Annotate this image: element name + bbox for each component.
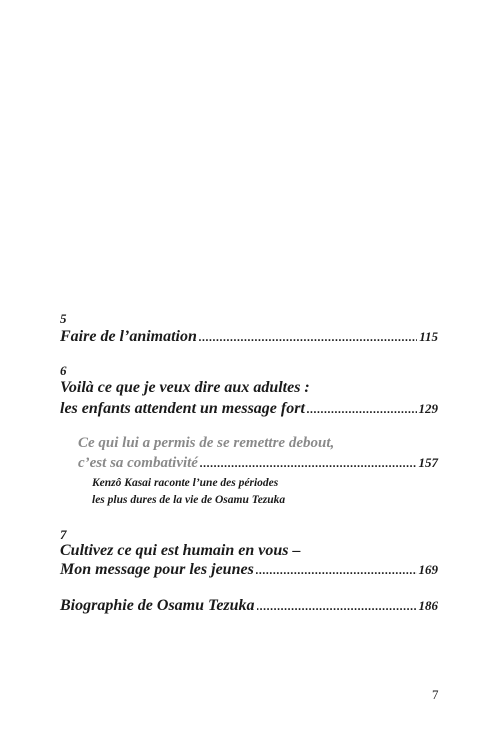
toc-sub-title-line1: Ce qui lui a permis de se remettre debout,: [78, 435, 335, 451]
dot-leader: [199, 330, 417, 345]
toc-entry-title: les enfants attendent un message fort: [60, 400, 305, 417]
toc-entry-title: Mon message pour les jeunes: [60, 561, 254, 578]
toc-entry-title: c’est sa combativité: [78, 455, 198, 471]
toc-chapter-7-title-line1: Cultivez ce qui est humain en vous –: [60, 542, 301, 559]
toc-entry-page: 157: [418, 455, 438, 470]
toc-sub-entry: [78, 455, 438, 472]
toc-entry-page: 129: [418, 401, 438, 416]
toc-entry-page: 186: [418, 598, 438, 613]
toc-entry-title: Biographie de Osamu Tezuka: [60, 597, 255, 614]
toc-entry-chapter-5: [60, 328, 438, 346]
dot-leader: [200, 456, 417, 471]
dot-leader: [307, 402, 417, 417]
dot-leader: [257, 599, 417, 614]
toc-entry-chapter-7: [60, 561, 438, 579]
dot-leader: [256, 563, 417, 578]
toc-chapter-5-number: 5: [60, 311, 67, 326]
toc-entry-chapter-6: [60, 400, 438, 418]
toc-chapter-7-number: 7: [60, 527, 67, 542]
toc-sub-note-line1: Kenzô Kasai raconte l’une des périodes: [92, 477, 279, 489]
page-number: 7: [432, 687, 439, 702]
toc-entry-title: Faire de l’animation: [60, 328, 197, 345]
toc-entry-page: 115: [419, 329, 438, 344]
toc-entry-biography: [60, 597, 438, 615]
toc-entry-page: 169: [418, 562, 438, 577]
toc-chapter-6-number: 6: [60, 363, 67, 378]
toc-sub-note-line2: les plus dures de la vie de Osamu Tezuka: [92, 494, 286, 506]
toc-chapter-6-title-line1: Voilà ce que je veux dire aux adultes :: [60, 379, 310, 396]
